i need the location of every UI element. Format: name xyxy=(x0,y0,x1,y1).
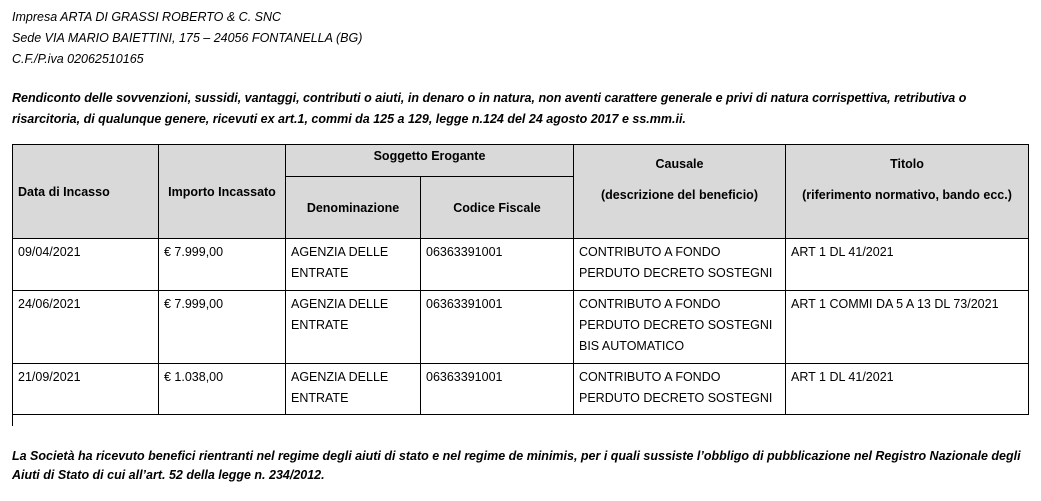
cell-reason: CONTRIBUTO A FONDO PERDUTO DECRETO SOSTEGNI xyxy=(574,364,786,415)
cell-reason: CONTRIBUTO A FONDO PERDUTO DECRETO SOSTEGNI BIS AUTOMATICO xyxy=(574,291,786,364)
cell-amount: € 1.038,00 xyxy=(159,364,286,415)
table-row xyxy=(13,364,1029,415)
cell-reason: CONTRIBUTO A FONDO PERDUTO DECRETO SOSTEGNI xyxy=(574,239,786,291)
cell-title: ART 1 COMMI DA 5 A 13 DL 73/2021 xyxy=(786,291,1029,364)
header-reason-label: Causale xyxy=(655,157,704,171)
header-entity: Soggetto Erogante xyxy=(286,145,574,177)
table-row xyxy=(13,239,1029,291)
company-name: Impresa ARTA DI GRASSI ROBERTO & C. SNC xyxy=(12,10,282,24)
cell-amount: € 7.999,00 xyxy=(159,291,286,364)
cell-entity-name: AGENZIA DELLE ENTRATE xyxy=(286,239,421,291)
header-title-label: Titolo xyxy=(890,157,924,171)
cell-title: ART 1 DL 41/2021 xyxy=(786,239,1029,291)
header-reason-sub: (descrizione del beneficio) xyxy=(601,188,758,202)
header-date: Data di Incasso xyxy=(13,145,159,239)
cell-entity-name: AGENZIA DELLE ENTRATE xyxy=(286,291,421,364)
cell-title: ART 1 DL 41/2021 xyxy=(786,364,1029,415)
company-address: Sede VIA MARIO BAIETTINI, 175 – 24056 FONTANELLA (BG) xyxy=(12,31,363,45)
cell-entity-name: AGENZIA DELLE ENTRATE xyxy=(286,364,421,415)
header-amount: Importo Incassato xyxy=(159,145,286,239)
cell-date: 21/09/2021 xyxy=(13,364,159,415)
cell-date: 09/04/2021 xyxy=(13,239,159,291)
cell-entity-code: 06363391001 xyxy=(421,364,574,415)
company-tax-id: C.F./P.iva 02062510165 xyxy=(12,52,144,66)
footer-note: La Società ha ricevuto benefici rientranti nel regime degli aiuti di stato e nel regime de minimis, per i quali sussiste l’obbligo di pubblicazione nel Registro Nazionale degli Aiuti di Stato di cui all’art. 52 della legge n. 234/2012. xyxy=(12,449,1021,482)
table-row xyxy=(13,291,1029,364)
intro-paragraph: Rendiconto delle sovvenzioni, sussidi, vantaggi, contributi o aiuti, in denaro o in natura, non aventi carattere generale e privi di natura corrispettiva, retributiva o risarcitoria, di qualunque genere, ricevuti ex art.1, commi da 125 a 129, legge n.124 del 24 agosto 2017 e ss.mm.ii. xyxy=(12,91,967,126)
cell-amount: € 7.999,00 xyxy=(159,239,286,291)
header-reason xyxy=(574,145,786,239)
table-border-stub xyxy=(12,414,13,426)
header-entity-code: Codice Fiscale xyxy=(421,177,574,239)
aid-table xyxy=(12,144,1029,415)
header-entity-name: Denominazione xyxy=(286,177,421,239)
cell-date: 24/06/2021 xyxy=(13,291,159,364)
header-title-sub: (riferimento normativo, bando ecc.) xyxy=(802,188,1012,202)
header-title xyxy=(786,145,1029,239)
cell-entity-code: 06363391001 xyxy=(421,291,574,364)
cell-entity-code: 06363391001 xyxy=(421,239,574,291)
